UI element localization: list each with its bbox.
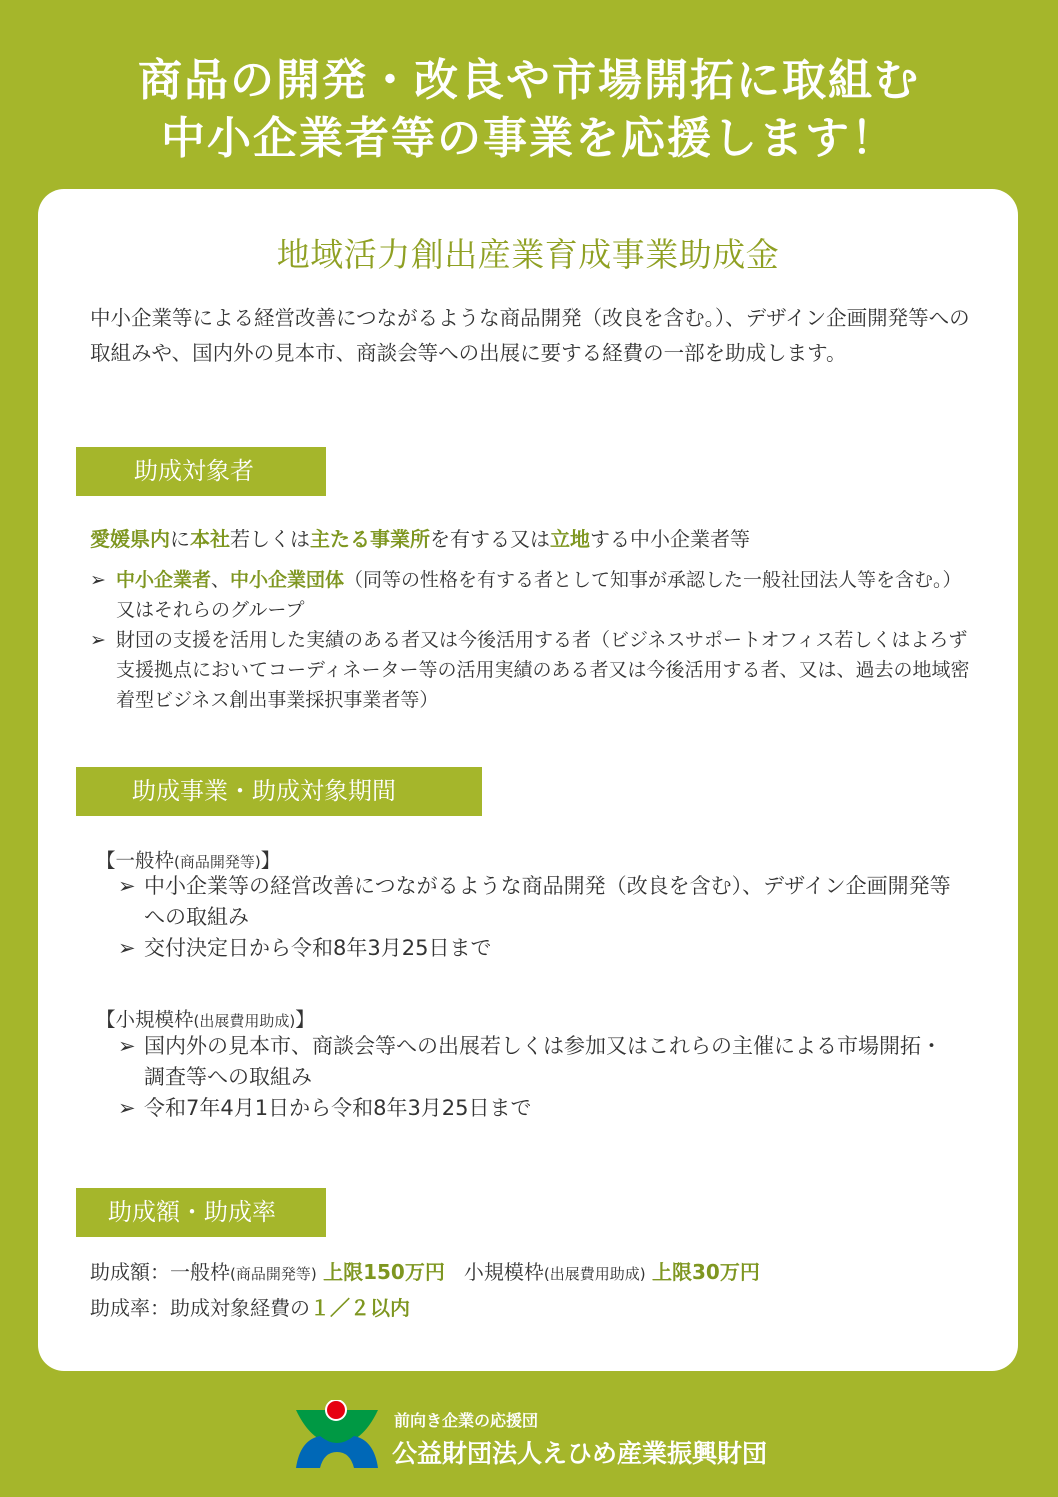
highlight-prefecture: 愛媛県内 xyxy=(90,527,170,551)
list-item xyxy=(90,625,970,715)
label-open: 【一般枠 xyxy=(96,849,175,872)
highlight-sme: 中小企業者 xyxy=(116,569,212,591)
footer xyxy=(292,1400,812,1480)
item-text: 国内外の見本市、商談会等への出展若しくは参加又はこれらの主催による市場開拓・調査等への取組み xyxy=(144,1034,942,1089)
label-small: (商品開発等) xyxy=(174,853,261,871)
amount-label: 助成額：一般枠 xyxy=(90,1260,230,1284)
item-text: 中小企業等の経営改善につながるような商品開発（改良を含む）、デザイン企画開発等への取組み xyxy=(144,874,951,929)
section-heading-eligible: 助成対象者 xyxy=(76,447,326,496)
arrow-bullet-icon: ➢ xyxy=(118,936,136,960)
highlight-sme-group: 中小企業団体 xyxy=(230,569,345,591)
general-frame-list xyxy=(118,871,958,964)
rate-value: １／２以内 xyxy=(310,1296,410,1320)
small-frame-label xyxy=(96,1004,315,1032)
item-text: 交付決定日から令和8年3月25日まで xyxy=(144,936,492,960)
general-frame-label xyxy=(96,845,280,873)
amount-limit-general: 上限150万円 xyxy=(323,1260,445,1284)
label-open: 【小規模枠 xyxy=(96,1008,194,1031)
list-item xyxy=(118,933,958,964)
item-text: 財団の支援を活用した実績のある者又は今後活用する者（ビジネスサポートオフィス若しくはよろず支援拠点においてコーディネーター等の活用実績のある者又は今後活用する者、又は、過去の地域密着型ビジネス創出事業採択事業者等） xyxy=(116,629,970,711)
footer-org-name: 公益財団法人えひめ産業振興財団 xyxy=(392,1439,768,1468)
list-item xyxy=(118,1031,958,1093)
arrow-bullet-icon: ➢ xyxy=(90,629,106,651)
lead-text-3: を有する又は xyxy=(430,527,550,551)
list-item xyxy=(90,565,970,625)
headline-line2: 中小企業者等の事業を応援します！ xyxy=(161,113,897,164)
headline-line1: 商品の開発・改良や市場開拓に取組む xyxy=(138,55,920,106)
content-card xyxy=(38,189,1018,1371)
section-heading-amount: 助成額・助成率 xyxy=(76,1188,326,1237)
amount-limit-small: 上限30万円 xyxy=(651,1260,760,1284)
list-item xyxy=(118,1093,958,1124)
list-item xyxy=(118,871,958,933)
arrow-bullet-icon: ➢ xyxy=(118,1034,136,1058)
rate-label: 助成率：助成対象経費の xyxy=(90,1296,310,1320)
separator: 、 xyxy=(211,569,231,591)
lead-text-2: 若しくは xyxy=(230,527,310,551)
item-text: 令和7年4月1日から令和8年3月25日まで xyxy=(144,1096,532,1120)
eligible-lead xyxy=(90,523,750,552)
arrow-bullet-icon: ➢ xyxy=(118,1096,136,1120)
rate-line xyxy=(90,1292,410,1321)
small-frame-list xyxy=(118,1031,958,1124)
highlight-headquarters: 本社 xyxy=(190,527,230,551)
label-small: (出展費用助成) xyxy=(193,1012,296,1030)
item-text: （同等の性格を有する者として知事が承認した一般社団法人等を含む。）又はそれらのグループ xyxy=(116,569,962,621)
eligible-list xyxy=(90,565,970,715)
lead-text-4: する中小企業者等 xyxy=(590,527,750,551)
highlight-location: 立地 xyxy=(550,527,590,551)
label-close: 】 xyxy=(295,1008,315,1031)
arrow-bullet-icon: ➢ xyxy=(118,874,136,898)
section-heading-projects: 助成事業・助成対象期間 xyxy=(76,767,482,816)
arrow-bullet-icon: ➢ xyxy=(90,569,106,591)
headline xyxy=(0,52,1058,168)
foundation-logo-icon xyxy=(292,1400,382,1470)
amount-line xyxy=(90,1256,760,1285)
intro-text: 中小企業等による経営改善につながるような商品開発（改良を含む。）、デザイン企画開発等への取組みや、国内外の見本市、商談会等への出展に要する経費の一部を助成します。 xyxy=(90,306,970,365)
amount-label-2: 小規模枠 xyxy=(463,1260,544,1284)
highlight-main-office: 主たる事業所 xyxy=(310,527,430,551)
amount-small-1: (商品開発等) xyxy=(230,1265,317,1283)
program-title: 地域活力創出産業育成事業助成金 xyxy=(276,235,780,274)
lead-text-1: に xyxy=(170,527,190,551)
footer-slogan: 前向き企業の応援団 xyxy=(394,1411,539,1430)
amount-small-2: (出展費用助成) xyxy=(543,1265,646,1283)
label-close: 】 xyxy=(260,849,281,872)
